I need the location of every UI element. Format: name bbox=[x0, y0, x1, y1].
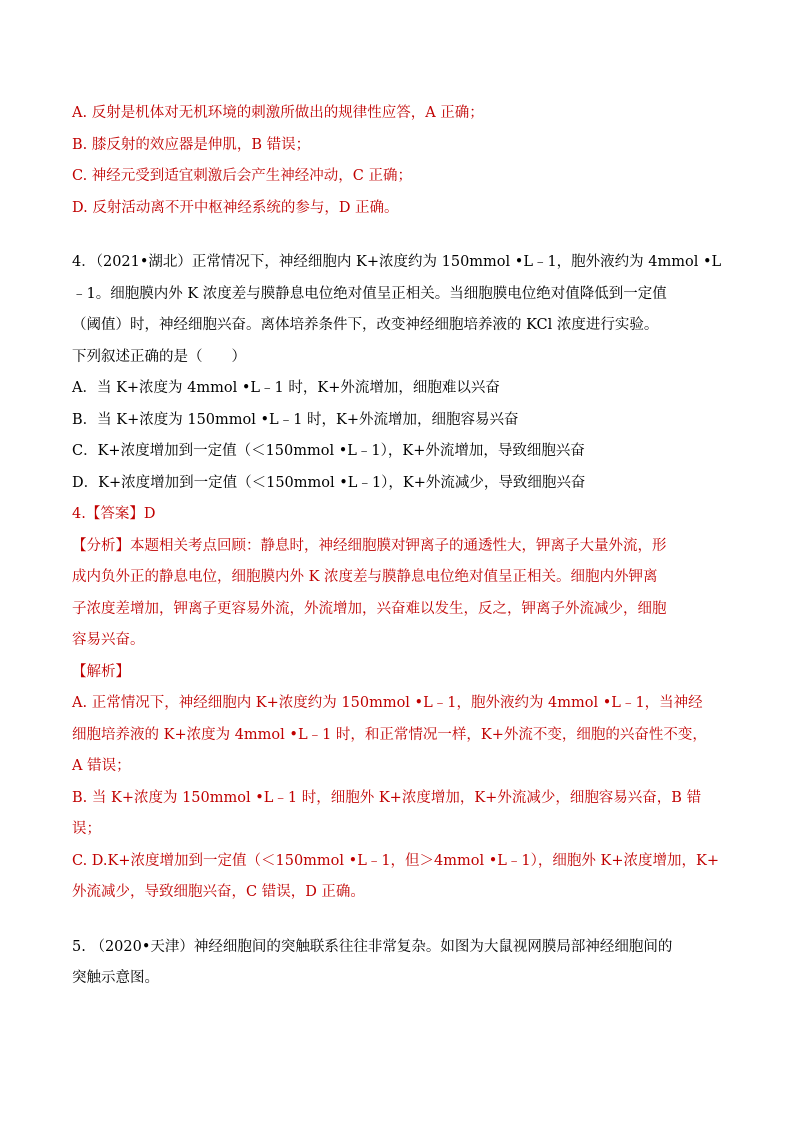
q4-stem-line-3: （阈值）时，神经细胞兴奋。离体培养条件下，改变神经细胞培养液的 KCl 浓度进行实验。 bbox=[72, 317, 659, 333]
q4-explain-line-1: A. 正常情况下，神经细胞内 K+浓度约为 150mmol •L﹣1，胞外液约为 4mmol •L﹣1，当神经 bbox=[72, 695, 703, 711]
q4-explain-line-5: 误； bbox=[72, 821, 101, 837]
spacer bbox=[72, 909, 724, 932]
q4-stem-line-1: 4．（2021•湖北）正常情况下，神经细胞内 K+浓度约为 150mmol •L﹣1，胞外液约为 4mmol •L bbox=[72, 254, 722, 270]
q4-explain-line-4: B. 当 K+浓度为 150mmol •L﹣1 时，细胞外 K+浓度增加，K+外流减少，细胞容易兴奋，B 错 bbox=[72, 789, 702, 806]
q4-answer: 4.【答案】D bbox=[72, 506, 156, 522]
q5-stem-line-2: 突触示意图。 bbox=[72, 970, 159, 986]
q4-explain-line-6: C. D.K+浓度增加到一定值（＜150mmol •L﹣1，但＞4mmol •L﹣1），细胞外 K+浓度增加，K+ bbox=[72, 852, 719, 869]
q5-stem-line-1: 5. （2020•天津）神经细胞间的突触联系往往非常复杂。如图为大鼠视网膜局部神经细胞间的 bbox=[72, 938, 673, 955]
q4-stem-line-2: ﹣1。细胞膜内外 K 浓度差与膜静息电位绝对值呈正相关。当细胞膜电位绝对值降低到一定值 bbox=[72, 285, 667, 302]
q4-option-d: D．K+浓度增加到一定值（＜150mmol •L﹣1），K+外流减少，导致细胞兴奋 bbox=[72, 474, 586, 491]
q4-stem-line-4: 下列叙述正确的是（ ） bbox=[72, 348, 246, 365]
q4-explain-title: 【解析】 bbox=[72, 663, 130, 680]
q4-analysis-line-1: 【分析】本题相关考点回顾：静息时，神经细胞膜对钾离子的通透性大，钾离子大量外流，形 bbox=[72, 537, 667, 554]
question-4 bbox=[72, 247, 724, 909]
q4-explain-line-2: 细胞培养液的 K+浓度为 4mmol •L﹣1 时，和正常情况一样，K+外流不变，细胞的兴奋性不变， bbox=[72, 726, 707, 743]
document-page bbox=[72, 98, 724, 995]
prev-answer-line-d: D. 反射活动离不开中枢神经系统的参与，D 正确。 bbox=[72, 199, 399, 216]
q4-analysis-line-2: 成内负外正的静息电位，细胞膜内外 K 浓度差与膜静息电位绝对值呈正相关。细胞内外钾离 bbox=[72, 569, 658, 585]
q4-explain-line-3: A 错误； bbox=[72, 758, 131, 774]
q4-analysis-line-4: 容易兴奋。 bbox=[72, 632, 145, 648]
q4-analysis-line-3: 子浓度差增加，钾离子更容易外流，外流增加，兴奋难以发生，反之，钾离子外流减少，细胞 bbox=[72, 600, 667, 617]
spacer bbox=[72, 224, 724, 247]
question-5 bbox=[72, 932, 724, 995]
q4-option-a: A．当 K+浓度为 4mmol •L﹣1 时，K+外流增加，细胞难以兴奋 bbox=[72, 380, 500, 396]
prev-answer-line-b: B. 膝反射的效应器是伸肌，B 错误； bbox=[72, 136, 311, 153]
q4-option-b: B．当 K+浓度为 150mmol •L﹣1 时，K+外流增加，细胞容易兴奋 bbox=[72, 411, 519, 428]
q4-option-c: C．K+浓度增加到一定值（＜150mmol •L﹣1），K+外流增加，导致细胞兴奋 bbox=[72, 443, 585, 459]
q4-explain-line-7: 外流减少，导致细胞兴奋，C 错误，D 正确。 bbox=[72, 884, 365, 900]
prev-answer-line-c: C. 神经元受到适宜刺激后会产生神经冲动，C 正确； bbox=[72, 168, 412, 184]
prev-answer-line-a: A. 反射是机体对无机环境的刺激所做出的规律性应答，A 正确； bbox=[72, 105, 484, 121]
previous-answer-section bbox=[72, 98, 724, 224]
